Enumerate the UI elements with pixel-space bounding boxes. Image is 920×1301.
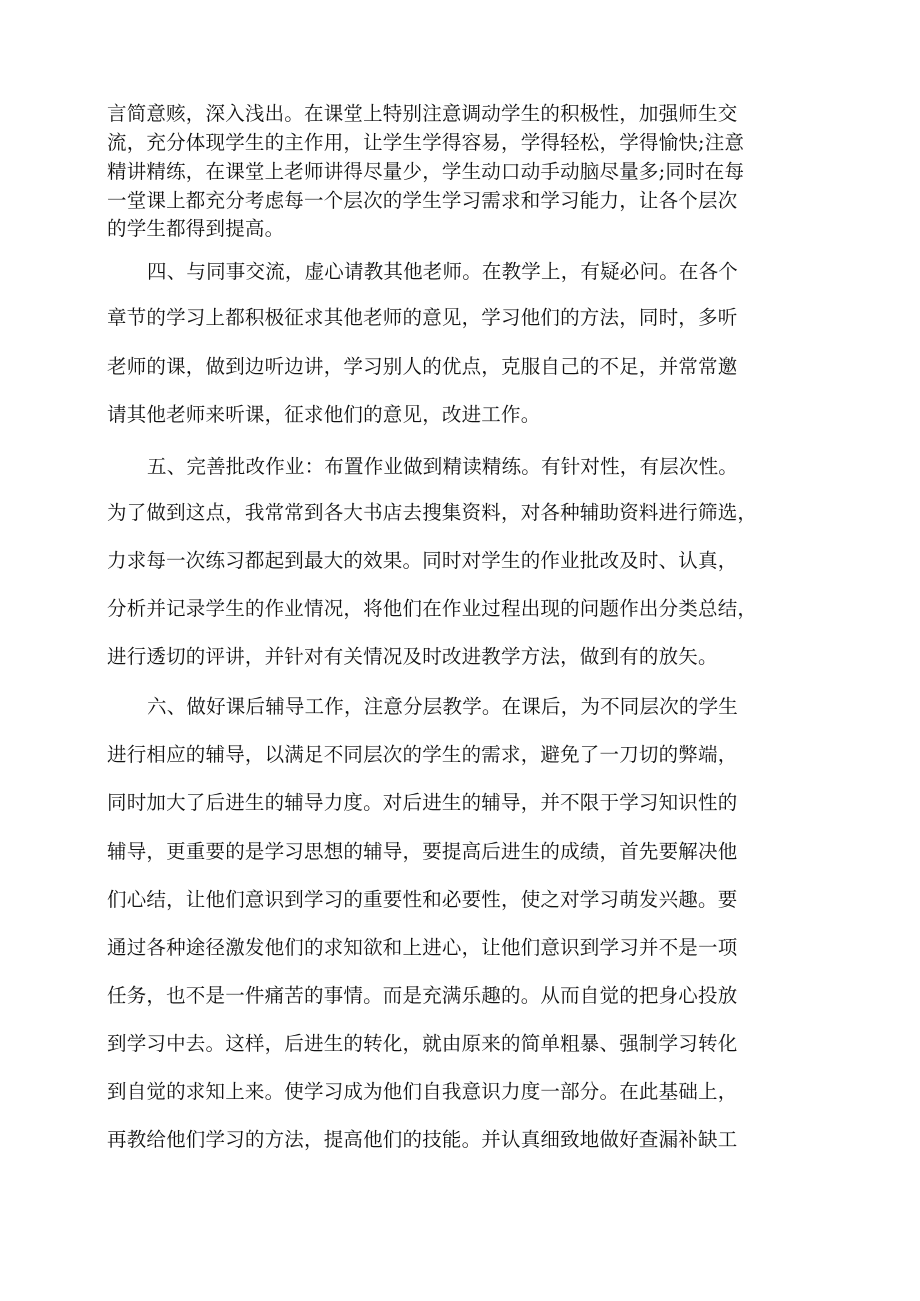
text-line: 通过各种途径激发他们的求知欲和上进心，让他们意识到学习并不是一项	[107, 936, 738, 959]
text-line: 任务，也不是一件痛苦的事情。而是充满乐趣的。从而自觉的把身心投放	[107, 984, 738, 1007]
text-line: 进行透切的评讲，并针对有关情况及时改进教学方法，做到有的放矢。	[107, 645, 718, 668]
text-line: 请其他老师来听课，征求他们的意见，改进工作。	[107, 403, 541, 426]
text-line: 言简意赅，深入浅出。在课堂上特别注意调动学生的积极性，加强师生交	[107, 102, 738, 125]
text-line: 辅导，更重要的是学习思想的辅导，要提高后进生的成绩，首先要解决他	[107, 840, 738, 863]
text-line: 章节的学习上都积极征求其他老师的意见，学习他们的方法，同时，多听	[107, 306, 738, 329]
text-line: 力求每一次练习都起到最大的效果。同时对学生的作业批改及时、认真，	[107, 549, 738, 572]
text-line: 老师的课，做到边听边讲，学习别人的优点，克服自己的不足，并常常邀	[107, 355, 738, 378]
section-four-heading-line: 四、与同事交流，虚心请教其他老师。在教学上，有疑必问。在各个	[147, 260, 739, 283]
text-line: 们心结，让他们意识到学习的重要性和必要性，使之对学习萌发兴趣。要	[107, 888, 738, 911]
text-line: 再教给他们学习的方法，提高他们的技能。并认真细致地做好查漏补缺工	[107, 1128, 738, 1151]
text-line: 到自觉的求知上来。使学习成为他们自我意识力度一部分。在此基础上，	[107, 1080, 738, 1103]
section-six-heading-line: 六、做好课后辅导工作，注意分层教学。在课后，为不同层次的学生	[147, 695, 739, 718]
text-line: 流，充分体现学生的主作用，让学生学得容易，学得轻松，学得愉快;注意	[107, 131, 745, 154]
text-line: 分析并记录学生的作业情况，将他们在作业过程出现的问题作出分类总结，	[107, 597, 758, 620]
text-line: 精讲精练，在课堂上老师讲得尽量少，学生动口动手动脑尽量多;同时在每	[107, 160, 745, 183]
text-line: 一堂课上都充分考虑每一个层次的学生学习需求和学习能力，让各个层次	[107, 189, 738, 212]
text-line: 的学生都得到提高。	[107, 217, 285, 240]
text-line: 为了做到这点，我常常到各大书店去搜集资料，对各种辅助资料进行筛选，	[107, 501, 758, 524]
text-line: 进行相应的辅导，以满足不同层次的学生的需求，避免了一刀切的弊端，	[107, 743, 738, 766]
text-line: 同时加大了后进生的辅导力度。对后进生的辅导，并不限于学习知识性的	[107, 791, 738, 814]
section-five-heading-line: 五、完善批改作业：布置作业做到精读精练。有针对性，有层次性。	[147, 455, 739, 478]
text-line: 到学习中去。这样，后进生的转化，就由原来的简单粗暴、强制学习转化	[107, 1032, 738, 1055]
